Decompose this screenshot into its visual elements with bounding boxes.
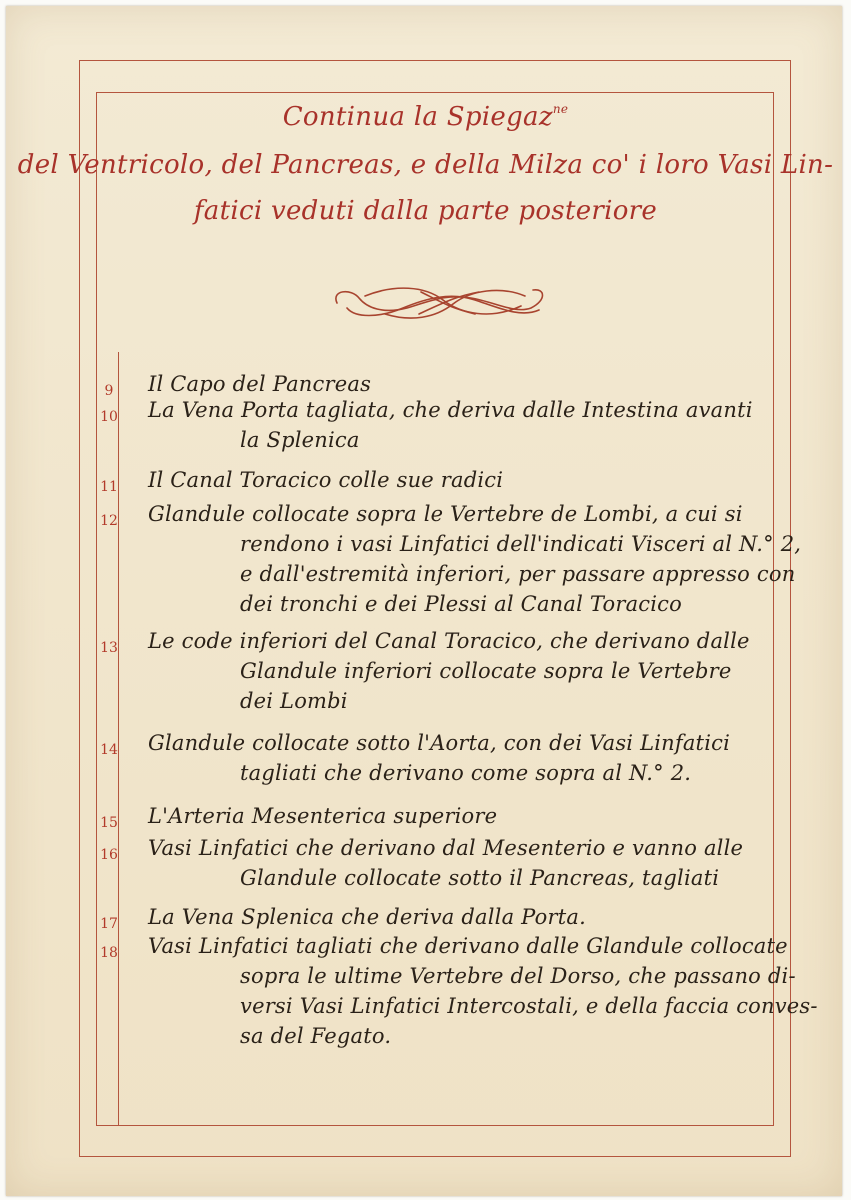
entry-number: 13 <box>100 640 118 656</box>
entry-line: Il Capo del Pancreas <box>148 372 372 396</box>
entry-number: 15 <box>100 815 118 831</box>
entry-number: 10 <box>100 409 118 425</box>
entry-line: La Vena Porta tagliata, che deriva dalle Intestina avanti <box>148 398 753 422</box>
entry-number: 18 <box>100 945 118 961</box>
number-margin-rule <box>118 352 119 1126</box>
entry-line: tagliati che derivano come sopra al N.° 2. <box>240 761 692 785</box>
entry-line: sa del Fegato. <box>240 1024 392 1048</box>
entry-line: Glandule collocate sopra le Vertebre de Lombi, a cui si <box>148 502 743 526</box>
entry-line: L'Arteria Mesenterica superiore <box>148 804 498 828</box>
title-superscript: ne <box>552 102 569 116</box>
entry-line: La Vena Splenica che deriva dalla Porta. <box>148 905 586 929</box>
entry-line: Glandule collocate sotto l'Aorta, con dei Vasi Linfatici <box>148 731 730 755</box>
entry-line: rendono i vasi Linfatici dell'indicati Visceri al N.° 2, <box>240 532 802 556</box>
flourish-ornament-icon <box>325 278 555 328</box>
entry-line: sopra le ultime Vertebre del Dorso, che passano di- <box>240 964 796 988</box>
entry-line: dei Lombi <box>240 689 348 713</box>
title-line-3: fatici veduti dalla parte posteriore <box>193 196 658 226</box>
entry-number: 14 <box>100 742 118 758</box>
entry-number: 17 <box>100 916 118 932</box>
entry-line: Glandule collocate sotto il Pancreas, tagliati <box>240 866 720 890</box>
entry-line: Le code inferiori del Canal Toracico, che derivano dalle <box>148 629 750 653</box>
entry-line: Il Canal Toracico colle sue radici <box>148 468 504 492</box>
title-line-1-text: Continua la Spiegaz <box>282 102 553 132</box>
entry-line: versi Vasi Linfatici Intercostali, e della faccia conves- <box>240 994 818 1018</box>
entry-number: 12 <box>100 513 118 529</box>
entry-line: Vasi Linfatici che derivano dal Mesenterio e vanno alle <box>148 836 744 860</box>
entry-line: dei tronchi e dei Plessi al Canal Toracico <box>240 592 682 616</box>
title-line-2: del Ventricolo, del Pancreas, e della Milza co' i loro Vasi Lin- <box>17 150 834 180</box>
entry-line: Glandule inferiori collocate sopra le Vertebre <box>240 659 732 683</box>
title-line-1 <box>0 102 851 132</box>
entry-line: e dall'estremità inferiori, per passare appresso con <box>240 562 796 586</box>
entry-number: 9 <box>104 383 114 399</box>
entry-line: la Splenica <box>240 428 360 452</box>
entry-line: Vasi Linfatici tagliati che derivano dalle Glandule collocate <box>148 934 788 958</box>
entry-number: 11 <box>100 479 118 495</box>
entry-number: 16 <box>100 847 118 863</box>
